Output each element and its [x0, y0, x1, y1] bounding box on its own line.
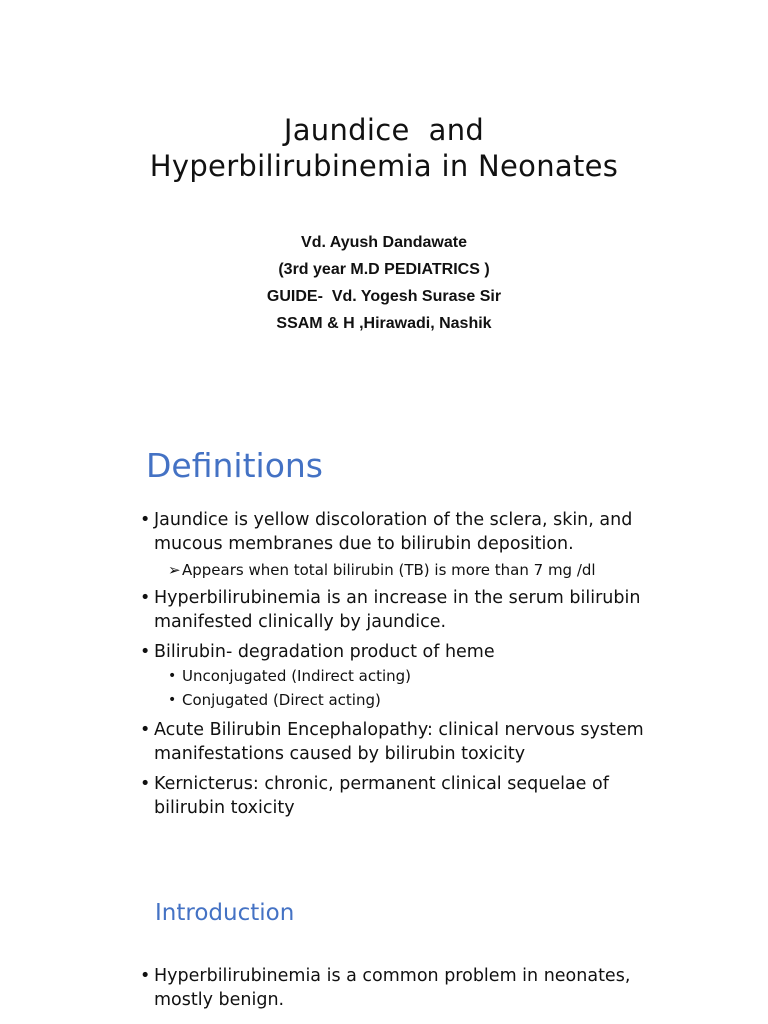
list-item — [140, 508, 660, 556]
bullet-text: Jaundice is yellow discoloration of the sclera, skin, and mucous membranes due to bilirubin deposition. — [154, 510, 633, 554]
bullet-text: Acute Bilirubin Encephalopathy: clinical nervous system manifestations caused by bilirubin toxicity — [154, 720, 644, 764]
bullet-icon: • — [140, 720, 151, 740]
introduction-heading: Introduction — [155, 900, 295, 926]
definitions-list — [140, 508, 660, 826]
slide-subtitle — [0, 229, 768, 337]
list-item — [140, 586, 660, 634]
introduction-list — [140, 964, 660, 1018]
bullet-icon: • — [140, 642, 151, 662]
author-name: Vd. Ayush Dandawate — [301, 234, 467, 251]
slide-title — [0, 112, 768, 184]
guide-info: GUIDE- Vd. Yogesh Surase Sir — [266, 288, 502, 305]
list-item — [140, 718, 660, 766]
definitions-heading: Definitions — [146, 446, 323, 485]
bullet-text: Kernicterus: chronic, permanent clinical sequelae of bilirubin toxicity — [154, 774, 609, 818]
bullet-text: Appears when total bilirubin (TB) is more than 7 mg /dl — [182, 561, 596, 579]
sub-list — [140, 664, 660, 712]
list-item — [140, 640, 660, 664]
bullet-icon: • — [168, 692, 177, 708]
definitions-slide — [0, 430, 768, 870]
sub-list-item — [168, 664, 660, 688]
arrow-bullet-icon: ➢ — [168, 561, 181, 579]
bullet-icon: • — [140, 774, 151, 794]
sub-list-item — [168, 688, 660, 712]
bullet-icon: • — [140, 966, 151, 986]
course-info: (3rd year M.D PEDIATRICS ) — [278, 261, 490, 278]
bullet-icon: • — [140, 588, 151, 608]
bullet-text: Hyperbilirubinemia is an increase in the serum bilirubin manifested clinically by jaundice. — [154, 588, 641, 632]
title-line-2: Hyperbilirubinemia in Neonates — [149, 149, 619, 183]
list-item — [140, 560, 660, 580]
bullet-text: Bilirubin- degradation product of heme — [154, 642, 495, 662]
bullet-icon: • — [168, 668, 177, 684]
institution-info: SSAM & H ,Hirawadi, Nashik — [276, 315, 492, 332]
bullet-text: Conjugated (Direct acting) — [182, 691, 381, 709]
title-line-1: Jaundice and — [283, 113, 485, 147]
introduction-slide — [0, 870, 768, 1024]
list-item — [140, 772, 660, 820]
bullet-icon: • — [140, 510, 151, 530]
list-item — [140, 964, 660, 1012]
title-slide — [0, 0, 768, 430]
bullet-text: Hyperbilirubinemia is a common problem in neonates, mostly benign. — [154, 966, 631, 1010]
bullet-text: Unconjugated (Indirect acting) — [182, 667, 412, 685]
